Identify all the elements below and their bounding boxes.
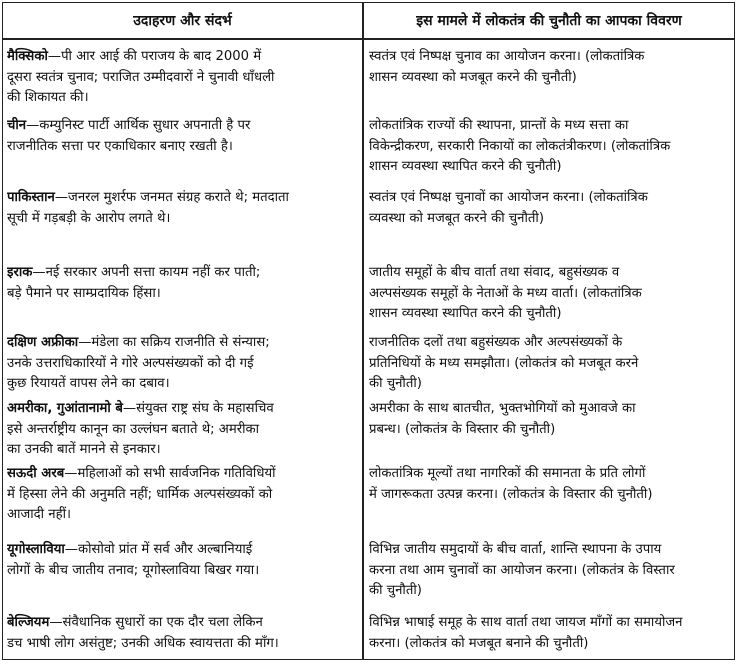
example-line: कुछ रियायतें वापस लेने का दबाव।	[7, 376, 170, 391]
challenge-line: करना तथा आम चुनावों का आयोजन करना। (लोकतंत्र के विस्तार	[369, 562, 675, 578]
country-name: यूगोस्लाविया	[7, 542, 65, 557]
row-example	[7, 116, 359, 157]
row-example	[7, 188, 359, 229]
challenge-line: शासन व्यवस्था स्थापित करने की चुनौती)	[369, 306, 562, 321]
country-name: पाकिस्तान	[7, 190, 55, 205]
challenge-line: लोकतांत्रिक मूल्यों तथा नागरिकों की समानता के प्रति लोगों	[369, 466, 646, 481]
challenge-line: शासन व्यवस्था स्थापित करने की चुनौती)	[369, 159, 562, 174]
example-line: उनके उत्तराधिकारियों ने गोरे अल्पसंख्यकों को दी गई	[7, 355, 254, 371]
challenge-line: स्वतंत्र एवं निष्पक्ष चुनाव का आयोजन करना। (लोकतांत्रिक	[369, 49, 645, 64]
challenge-line: प्रतिनिधियों के मध्य समझौता। (लोकतंत्र को मजबूत करने	[369, 355, 639, 371]
country-name: चीन	[7, 118, 27, 133]
country-name: मैक्सिको	[7, 49, 48, 64]
example-line: —संवैधानिक सुधारों का एक दौर चला लेकिन	[49, 615, 263, 630]
example-line: इसे अन्तर्राष्ट्रीय कानून का उल्लंघन बताते थे; अमरीका	[7, 421, 260, 437]
challenge-line: करना। (लोकतंत्र को मजबूत बनाने की चुनौती)	[369, 635, 589, 651]
row-challenge	[369, 333, 733, 395]
example-line: बड़े पैमाने पर साम्प्रदायिक हिंसा।	[7, 285, 161, 301]
header-examples: उदाहरण और संदर्भ	[133, 13, 232, 29]
header-challenge: इस मामले में लोकतंत्र की चुनौती का आपका विवरण	[416, 13, 682, 29]
country-name: अमरीका, गुआंतानामो बे	[7, 401, 123, 416]
example-line: —जनरल मुशर्रफ जनमत संग्रह कराते थे; मतदाता	[54, 190, 289, 205]
challenge-line: अमरीका के साथ बातचीत, भुक्तभोगियों को मुआवजे का	[369, 401, 636, 416]
row-challenge	[369, 540, 733, 602]
example-line: लोगों के बीच जातीय तनाव; यूगोस्लाविया बिखर गया।	[7, 562, 260, 578]
challenge-line: शासन व्यवस्था को मजबूत करने की चुनौती)	[369, 69, 577, 85]
column-divider	[362, 3, 364, 659]
example-line: आजादी नहीं।	[7, 507, 72, 522]
example-line: —पी आर आई की पराजय के बाद 2000 में	[47, 49, 262, 64]
example-line: —महिलाओं को सभी सार्वजनिक गतिविधियों	[64, 466, 276, 481]
challenge-line: अल्पसंख्यक समूहों के नेताओं के मध्य वार्ता। (लोकतांत्रिक	[369, 285, 642, 301]
country-name: दक्षिण अफ्रीका	[7, 335, 79, 350]
row-challenge	[369, 47, 733, 88]
challenge-line: विभिन्न भाषाई समूह के साथ वार्ता तथा जायज माँगों का समायोजन	[369, 615, 683, 630]
example-line: सूची में गड़बड़ी के आरोप लगते थे।	[7, 210, 171, 226]
challenge-line: राजनीतिक दलों तथा बहुसंख्यक और अल्पसंख्यकों के	[369, 335, 623, 350]
row-challenge	[369, 464, 733, 505]
challenge-line: विकेन्द्रीकरण, सरकारी निकायों का लोकतंत्रीकरण। (लोकतांत्रिक	[369, 138, 671, 154]
row-example	[7, 263, 359, 304]
row-challenge	[369, 399, 733, 440]
challenge-line: लोकतांत्रिक राज्यों की स्थापना, प्रान्तों के मध्य सत्ता का	[369, 118, 629, 133]
row-example	[7, 47, 359, 109]
challenge-line: में जागरूकता उत्पन्न करना। (लोकतंत्र के विस्तार की चुनौती)	[369, 486, 653, 502]
row-challenge	[369, 116, 733, 178]
comparison-table	[2, 2, 735, 660]
row-example	[7, 399, 359, 461]
example-line: डच भाषी लोग असंतुष्ट; उनकी अधिक स्वायत्तता की माँग।	[7, 635, 279, 651]
header-rule	[3, 38, 734, 40]
row-example	[7, 333, 359, 395]
challenge-line: विभिन्न जातीय समुदायों के बीच वार्ता, शान्ति स्थापना के उपाय	[369, 542, 662, 557]
country-name: इराक	[7, 265, 33, 280]
country-name: सऊदी अरब	[7, 466, 65, 481]
row-challenge	[369, 263, 733, 325]
example-line: की शिकायत की।	[7, 90, 89, 105]
challenge-line: प्रबन्ध। (लोकतंत्र के विस्तार की चुनौती)	[369, 421, 556, 437]
challenge-line: व्यवस्था को मजबूत करने की चुनौती)	[369, 210, 544, 226]
challenge-line: की चुनौती)	[369, 376, 422, 391]
row-challenge	[369, 613, 733, 654]
example-line: में हिस्सा लेने की अनुमति नहीं; धार्मिक अल्पसंख्यकों को	[7, 486, 273, 502]
example-line: —कोसोवो प्रांत में सर्व और अल्बानियाई	[64, 542, 253, 557]
row-challenge	[369, 188, 733, 229]
row-example	[7, 464, 359, 526]
example-line: राजनीतिक सत्ता पर एकाधिकार बनाए रखती है।	[7, 138, 233, 154]
country-name: बेल्जियम	[7, 615, 50, 630]
challenge-line: की चुनौती)	[369, 583, 422, 598]
example-line: दूसरा स्वतंत्र चुनाव; पराजित उम्मीदवारों ने चुनावी धाँधली	[7, 69, 275, 85]
challenge-line: स्वतंत्र एवं निष्पक्ष चुनावों का आयोजन करना। (लोकतांत्रिक	[369, 190, 648, 205]
row-example	[7, 540, 359, 581]
challenge-line: जातीय समूहों के बीच वार्ता तथा संवाद, बहुसंख्यक व	[369, 265, 620, 280]
example-line: —मंडेला का सक्रिय राजनीति से संन्यास;	[78, 335, 270, 350]
example-line: —संयुक्त राष्ट्र संघ के महासचिव	[122, 401, 274, 416]
example-line: —नई सरकार अपनी सत्ता कायम नहीं कर पाती;	[32, 265, 261, 280]
row-example	[7, 613, 359, 654]
example-line: का उनकी बातें मानने से इनकार।	[7, 442, 161, 457]
example-line: —कम्युनिस्ट पार्टी आर्थिक सुधार अपनाती है पर	[26, 118, 251, 133]
